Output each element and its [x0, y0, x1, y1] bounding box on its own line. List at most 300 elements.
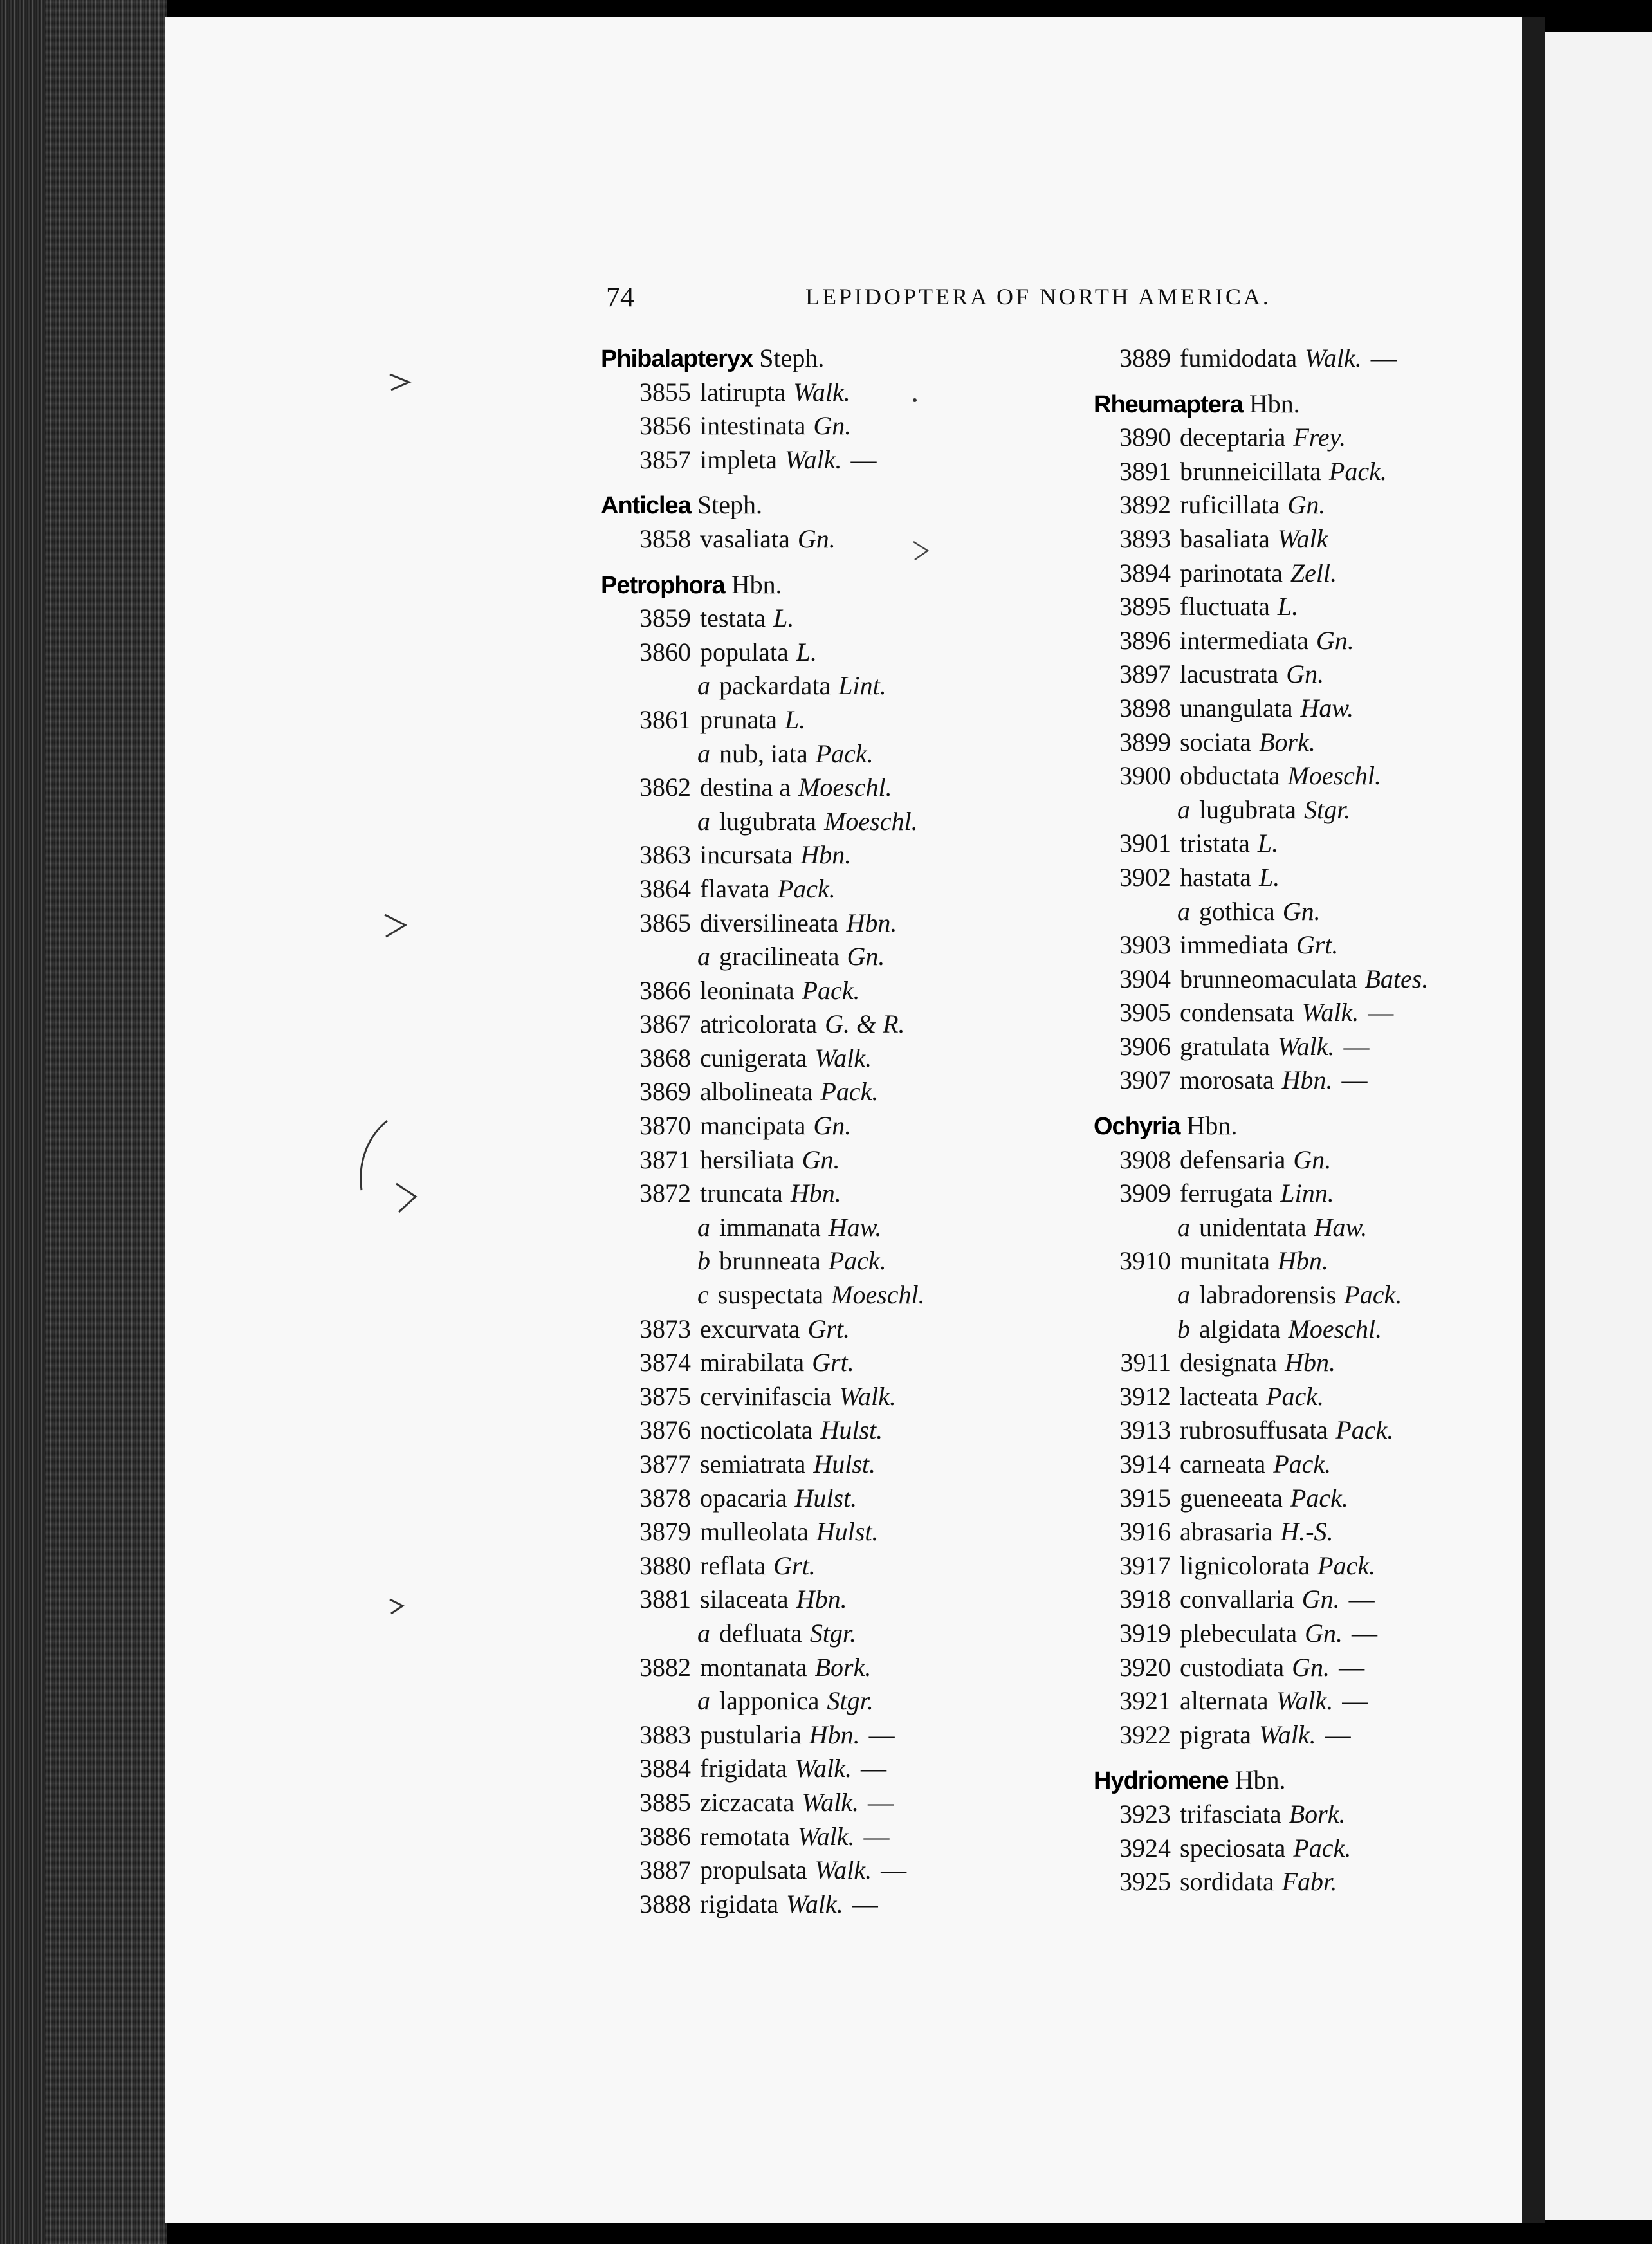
species-name: intermediata	[1180, 625, 1308, 655]
species-entry	[602, 703, 1052, 737]
species-name: propulsata	[700, 1855, 807, 1885]
species-entry	[1082, 1617, 1584, 1651]
species-text	[700, 636, 817, 670]
genus-heading	[601, 568, 1052, 602]
running-title: LEPIDOPTERA OF NORTH AMERICA.	[805, 284, 1271, 309]
species-text	[700, 1007, 905, 1042]
variety-letter: b	[697, 1246, 710, 1276]
variety-authority: Stgr.	[827, 1686, 874, 1716]
entry-dash: —	[881, 1855, 907, 1885]
species-number: 3873	[639, 1314, 691, 1343]
species-authority: Gn.	[1292, 1652, 1330, 1682]
species-name: latirupta	[700, 377, 786, 407]
species-authority: Gn.	[797, 524, 836, 553]
genus-spacer	[602, 477, 1052, 488]
entry-dash: —	[868, 1720, 895, 1749]
species-authority: L.	[1277, 592, 1299, 621]
species-entry	[602, 1786, 1052, 1820]
species-entry	[1082, 1718, 1584, 1752]
species-entry	[1082, 590, 1584, 624]
species-text	[700, 771, 892, 805]
species-text	[700, 1312, 850, 1347]
species-text	[1180, 1718, 1351, 1752]
variety-authority: Pack.	[828, 1246, 886, 1276]
species-text	[700, 1515, 879, 1549]
pencil-dot-mark-icon	[911, 396, 919, 404]
species-entry	[1082, 692, 1584, 726]
pencil-tick-mark-icon	[394, 1180, 419, 1216]
species-name: basaliata	[1180, 524, 1270, 553]
variety-entry	[602, 805, 1052, 839]
variety-text	[697, 805, 918, 839]
pencil-tick-mark-icon	[387, 369, 413, 395]
species-name: carneata	[1180, 1449, 1266, 1478]
variety-name: brunneata	[719, 1246, 821, 1276]
species-entry	[1082, 1448, 1584, 1482]
species-number: 3903	[1119, 930, 1171, 960]
species-text	[1180, 1515, 1334, 1549]
variety-text	[697, 737, 874, 771]
variety-letter: a	[697, 1686, 710, 1716]
species-number: 3917	[1119, 1550, 1171, 1580]
species-text	[1180, 556, 1337, 591]
running-head	[165, 280, 1522, 319]
variety-text	[697, 1211, 881, 1245]
species-name: testata	[700, 603, 766, 633]
species-authority: Hbn.	[790, 1179, 841, 1208]
species-authority: Walk.	[802, 1787, 859, 1817]
species-entry	[602, 1075, 1052, 1109]
species-authority: Fabr.	[1281, 1867, 1337, 1897]
species-entry	[602, 602, 1052, 636]
species-text	[700, 1075, 878, 1109]
species-name: sordidata	[1180, 1867, 1274, 1897]
species-name: ziczacata	[700, 1787, 794, 1817]
species-name: intestinata	[700, 411, 806, 441]
species-text	[700, 838, 851, 872]
species-name: fluctuata	[1180, 592, 1270, 621]
species-number: 3884	[639, 1754, 691, 1783]
species-text	[700, 1448, 876, 1482]
variety-letter: a	[697, 739, 710, 768]
species-authority: L.	[784, 704, 806, 734]
species-entry	[602, 1448, 1052, 1482]
species-number: 3916	[1119, 1517, 1171, 1547]
variety-letter: a	[697, 806, 710, 836]
species-number: 3869	[639, 1077, 691, 1107]
variety-name: algidata	[1199, 1314, 1281, 1343]
variety-authority: Moeschl.	[1288, 1314, 1382, 1343]
species-authority: Walk.	[794, 1754, 852, 1783]
species-text	[700, 872, 836, 906]
species-number: 3897	[1119, 659, 1171, 689]
species-name: montanata	[700, 1652, 807, 1682]
species-entry	[1082, 827, 1584, 861]
species-name: vasaliata	[700, 524, 790, 553]
species-entry	[1082, 1515, 1584, 1549]
variety-authority: Pack.	[815, 739, 874, 768]
entry-dash: —	[1343, 1031, 1370, 1061]
species-name: leoninata	[700, 975, 794, 1005]
species-authority: Hulst.	[820, 1415, 883, 1445]
species-name: convallaria	[1180, 1585, 1294, 1614]
species-name: impleta	[700, 445, 777, 474]
species-text	[700, 1820, 889, 1854]
species-entry	[1082, 488, 1584, 522]
species-name: trifasciata	[1180, 1799, 1281, 1828]
variety-entry	[602, 669, 1052, 703]
variety-entry	[602, 1684, 1052, 1718]
variety-text	[697, 1278, 925, 1312]
species-text	[700, 1177, 841, 1211]
variety-letter: a	[697, 1618, 710, 1648]
species-text	[1180, 759, 1381, 793]
species-number: 3888	[639, 1889, 691, 1918]
species-text	[700, 1042, 872, 1076]
species-authority: Pack.	[1273, 1449, 1332, 1478]
species-name: abrasaria	[1180, 1517, 1273, 1547]
species-number: 3904	[1119, 964, 1171, 993]
species-name: semiatrata	[700, 1449, 806, 1478]
genus-heading	[601, 342, 1052, 376]
variety-name: defluata	[719, 1618, 802, 1648]
species-text	[1180, 1380, 1324, 1414]
species-name: tristata	[1180, 829, 1250, 858]
variety-text	[697, 1244, 886, 1278]
species-name: parinotata	[1180, 558, 1283, 587]
species-name: populata	[700, 637, 789, 667]
species-text	[1180, 1030, 1369, 1064]
species-name: incursata	[700, 840, 793, 870]
page-edge	[1522, 17, 1545, 2223]
species-authority: Pack.	[1317, 1550, 1376, 1580]
species-entry	[602, 1109, 1052, 1143]
species-authority: Hulst.	[816, 1517, 879, 1547]
species-entry	[1082, 421, 1584, 455]
species-number: 3894	[1119, 558, 1171, 587]
species-text	[1180, 726, 1316, 760]
species-text	[1180, 861, 1280, 895]
species-name: fumidodata	[1180, 344, 1298, 372]
variety-entry	[1082, 1312, 1584, 1347]
species-text	[1180, 1583, 1375, 1617]
entry-dash: —	[852, 1889, 878, 1918]
species-authority: Walk.	[786, 1889, 843, 1918]
species-number: 3898	[1119, 693, 1171, 722]
variety-entry	[602, 940, 1052, 974]
variety-entry	[602, 1278, 1052, 1312]
species-number: 3881	[639, 1585, 691, 1614]
species-name: reflata	[700, 1550, 766, 1580]
species-entry	[602, 1515, 1052, 1549]
variety-name: lugubrata	[1199, 795, 1297, 824]
species-authority: Hbn.	[800, 840, 852, 870]
species-name: diversilineata	[700, 908, 839, 937]
variety-entry	[1082, 1211, 1584, 1245]
species-number: 3905	[1119, 998, 1171, 1027]
species-authority: Frey.	[1293, 423, 1346, 452]
genus-name: Phibalapteryx	[601, 345, 753, 372]
species-number: 3867	[639, 1009, 691, 1039]
species-number: 3902	[1119, 862, 1171, 892]
species-number: 3918	[1119, 1585, 1171, 1614]
genus-authority: Steph.	[759, 344, 825, 372]
species-authority: L.	[1257, 829, 1279, 858]
species-name: brunneicillata	[1180, 456, 1321, 486]
species-authority: H.-S.	[1280, 1517, 1334, 1547]
variety-name: packardata	[719, 671, 831, 701]
species-entry	[1082, 1030, 1584, 1064]
variety-entry	[602, 1211, 1052, 1245]
entry-dash: —	[863, 1821, 890, 1851]
species-authority: Walk.	[1305, 344, 1362, 372]
species-text	[1180, 1651, 1364, 1685]
species-authority: Pack.	[777, 874, 836, 903]
species-authority: Hbn.	[846, 908, 897, 937]
genus-name: Petrophora	[601, 571, 725, 599]
species-name: defensaria	[1180, 1145, 1286, 1174]
species-entry	[1082, 1549, 1584, 1583]
genus-authority: Hbn.	[1186, 1111, 1238, 1141]
species-authority: Pack.	[1266, 1381, 1325, 1411]
species-number: 3883	[639, 1720, 691, 1749]
entry-dash: —	[861, 1754, 887, 1783]
species-text	[1180, 1865, 1337, 1899]
variety-text	[1177, 895, 1321, 929]
variety-entry	[1082, 793, 1584, 827]
species-number: 3912	[1119, 1381, 1171, 1411]
species-text	[700, 703, 805, 737]
species-text	[1180, 1684, 1368, 1718]
species-entry	[602, 1312, 1052, 1347]
species-entry	[1082, 1177, 1584, 1211]
species-name: remotata	[700, 1821, 790, 1851]
species-number: 3911	[1120, 1348, 1171, 1377]
species-name: opacaria	[700, 1483, 787, 1513]
pencil-curve-mark-icon	[353, 1117, 391, 1194]
species-entry	[1082, 861, 1584, 895]
species-number: 3868	[639, 1043, 691, 1072]
species-number: 3859	[639, 603, 691, 633]
species-entry	[602, 1413, 1052, 1448]
species-name: gueneeata	[1180, 1483, 1283, 1513]
species-number: 3893	[1119, 524, 1171, 553]
species-text	[1180, 658, 1324, 692]
species-authority: Walk.	[1277, 1031, 1335, 1061]
variety-text	[697, 669, 886, 703]
species-name: prunata	[700, 704, 777, 734]
variety-letter: a	[697, 1212, 710, 1242]
species-text	[700, 1413, 883, 1448]
species-entry	[1082, 1684, 1584, 1718]
species-entry	[1082, 1063, 1584, 1098]
species-entry	[1082, 1651, 1584, 1685]
species-name: lignicolorata	[1180, 1550, 1310, 1580]
book-page	[165, 17, 1522, 2223]
species-authority: L.	[773, 603, 794, 633]
species-entry	[602, 376, 1052, 410]
species-authority: Walk.	[793, 377, 850, 407]
species-name: rubrosuffusata	[1180, 1415, 1328, 1445]
species-entry	[602, 1752, 1052, 1786]
species-authority: Walk.	[1259, 1720, 1316, 1749]
species-authority: Gn.	[1287, 490, 1326, 520]
variety-authority: Moeschl.	[824, 806, 918, 836]
variety-authority: Stgr.	[809, 1618, 857, 1648]
species-number: 3922	[1119, 1720, 1171, 1749]
species-number: 3899	[1119, 727, 1171, 757]
species-text	[700, 1786, 894, 1820]
species-authority: Hulst.	[813, 1449, 876, 1478]
genus-name: Ochyria	[1094, 1113, 1180, 1141]
species-authority: Haw.	[1300, 693, 1354, 722]
entry-dash: —	[1370, 344, 1397, 372]
variety-text	[697, 1684, 874, 1718]
species-name: truncata	[700, 1179, 783, 1208]
entry-dash: —	[1348, 1585, 1375, 1614]
variety-name: gracilineata	[719, 942, 840, 971]
variety-authority: Gn.	[1282, 896, 1321, 926]
species-name: rigidata	[700, 1889, 779, 1918]
species-authority: Hbn.	[809, 1720, 860, 1749]
species-entry	[602, 872, 1052, 906]
species-name: excurvata	[700, 1314, 800, 1343]
species-text	[700, 409, 851, 443]
species-entry	[1082, 342, 1584, 376]
species-authority: Gn.	[802, 1145, 840, 1174]
species-authority: Walk.	[839, 1381, 896, 1411]
species-text	[1180, 1244, 1328, 1278]
species-entry	[1082, 1798, 1584, 1832]
species-text	[1180, 962, 1428, 997]
variety-letter: b	[1177, 1314, 1190, 1343]
species-text	[700, 522, 836, 556]
species-name: flavata	[700, 874, 770, 903]
genus-heading	[1094, 1763, 1584, 1798]
species-authority: Walk.	[1301, 998, 1359, 1027]
species-number: 3880	[639, 1550, 691, 1580]
variety-authority: Stgr.	[1304, 795, 1351, 824]
variety-authority: Pack.	[1344, 1280, 1402, 1310]
species-entry	[602, 636, 1052, 670]
entry-dash: —	[1325, 1720, 1351, 1749]
species-number: 3907	[1119, 1065, 1171, 1095]
species-text	[700, 1718, 895, 1752]
species-entry	[1082, 962, 1584, 997]
species-text	[1180, 827, 1278, 861]
species-number: 3901	[1119, 829, 1171, 858]
species-number: 3915	[1119, 1483, 1171, 1513]
species-text	[700, 1143, 840, 1177]
species-authority: Pack.	[1328, 456, 1387, 486]
entry-dash: —	[1339, 1652, 1365, 1682]
species-number: 3861	[639, 704, 691, 734]
species-number: 3925	[1119, 1867, 1171, 1897]
species-number: 3919	[1119, 1618, 1171, 1648]
species-text	[700, 1853, 906, 1888]
species-text	[1180, 1448, 1331, 1482]
species-authority: Gn.	[1301, 1585, 1340, 1614]
species-number: 3878	[639, 1483, 691, 1513]
species-authority: Gn.	[813, 411, 852, 441]
species-number: 3910	[1119, 1246, 1171, 1276]
species-entry	[1082, 1346, 1584, 1380]
genus-spacer	[1082, 1098, 1584, 1109]
species-authority: Pack.	[1335, 1415, 1394, 1445]
species-authority: Gn.	[813, 1111, 852, 1141]
species-number: 3877	[639, 1449, 691, 1478]
variety-text	[697, 940, 885, 974]
species-entry	[602, 443, 1052, 477]
genus-authority: Hbn.	[731, 569, 782, 599]
species-number: 3913	[1119, 1415, 1171, 1445]
pencil-tick-mark-icon	[382, 911, 408, 939]
species-number: 3892	[1119, 490, 1171, 520]
species-entry	[602, 1718, 1052, 1752]
species-authority: Grt.	[1296, 930, 1339, 960]
page-number: 74	[606, 281, 634, 313]
species-name: unangulata	[1180, 693, 1293, 722]
species-name: morosata	[1180, 1065, 1274, 1095]
species-text	[1180, 455, 1387, 489]
species-authority: Walk	[1277, 524, 1328, 553]
species-entry	[602, 906, 1052, 941]
entry-dash: —	[1341, 1065, 1368, 1095]
species-text	[1180, 1832, 1351, 1866]
variety-name: gothica	[1199, 896, 1275, 926]
species-number: 3886	[639, 1821, 691, 1851]
entry-dash: —	[850, 445, 877, 474]
species-entry	[1082, 624, 1584, 658]
species-name: mirabilata	[700, 1348, 805, 1377]
species-name: brunneomaculata	[1180, 964, 1357, 993]
species-number: 3914	[1119, 1449, 1171, 1478]
species-entry	[1082, 658, 1584, 692]
species-number: 3891	[1119, 456, 1171, 486]
species-authority: Linn.	[1280, 1179, 1334, 1208]
species-authority: Walk.	[814, 1043, 872, 1072]
species-text	[1180, 996, 1393, 1030]
variety-entry	[602, 1617, 1052, 1651]
species-text	[700, 1651, 871, 1685]
variety-name: lapponica	[719, 1686, 820, 1716]
species-authority: Gn.	[1305, 1618, 1343, 1648]
species-text	[1180, 1617, 1377, 1651]
species-entry	[1082, 455, 1584, 489]
species-entry	[602, 1820, 1052, 1854]
species-name: hersiliata	[700, 1145, 794, 1174]
variety-letter: a	[1177, 1280, 1190, 1310]
genus-spacer	[1082, 376, 1584, 387]
variety-authority: Gn.	[847, 942, 885, 971]
variety-name: immanata	[719, 1212, 821, 1242]
species-number: 3882	[639, 1652, 691, 1682]
species-authority: Hbn.	[1285, 1348, 1335, 1377]
species-entry	[1082, 996, 1584, 1030]
species-name: speciosata	[1180, 1833, 1286, 1862]
species-authority: Walk.	[784, 445, 842, 474]
species-text	[1180, 1413, 1393, 1448]
species-entry	[1082, 1413, 1584, 1448]
species-entry	[602, 1007, 1052, 1042]
species-name: custodiata	[1180, 1652, 1285, 1682]
species-name: ruficillata	[1180, 490, 1280, 520]
species-number: 3870	[639, 1111, 691, 1141]
species-number: 3879	[639, 1517, 691, 1547]
species-name: mancipata	[700, 1111, 806, 1141]
species-name: pigrata	[1180, 1720, 1252, 1749]
species-name: condensata	[1180, 998, 1294, 1027]
